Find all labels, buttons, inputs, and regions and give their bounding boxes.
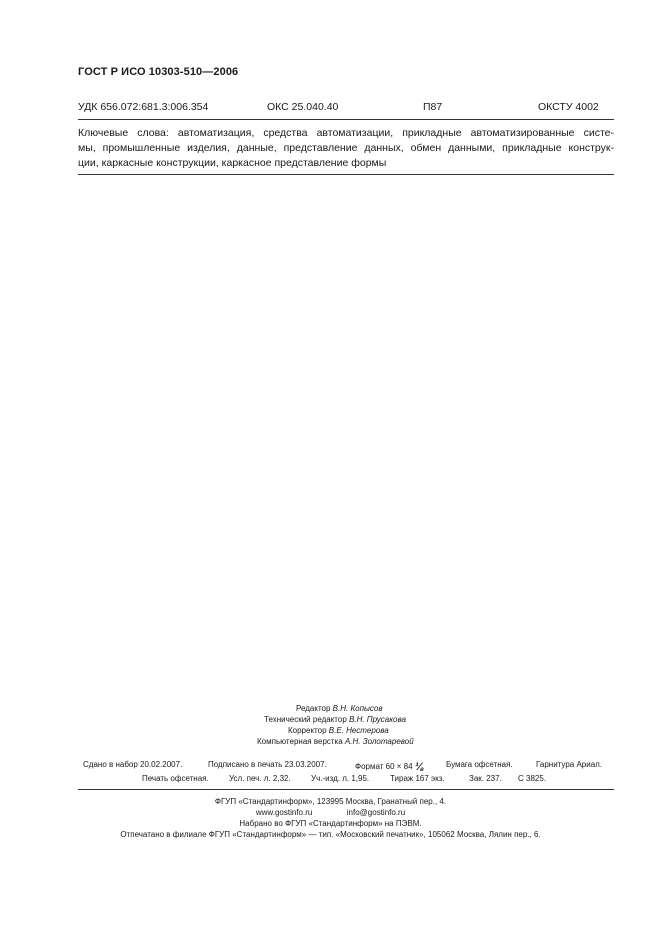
- corrector-credit: [288, 725, 389, 737]
- tech-editor-name: В.Н. Прусакова: [349, 715, 406, 724]
- publisher-address: ФГУП «Стандартинформ», 123995 Москва, Гранатный пер., 4.: [214, 797, 447, 806]
- divider-footer: [78, 789, 614, 790]
- layout-credit: [257, 736, 414, 748]
- classification-codes: [78, 101, 614, 115]
- layout-role: Компьютерная верстка: [257, 737, 343, 746]
- layout-name: А.Н. Золотаревой: [344, 737, 414, 746]
- typeset-note: Набрано во ФГУП «Стандартинформ» на ПЭВМ.: [239, 819, 422, 828]
- oks-code: ОКС 25.040.40: [267, 101, 339, 113]
- publisher-email[interactable]: info@gostinfo.ru: [346, 808, 406, 817]
- corrector-role: Корректор: [288, 726, 327, 735]
- publisher-website[interactable]: www.gostinfo.ru: [255, 808, 313, 817]
- editor-name: В.Н. Копысов: [332, 704, 383, 713]
- c-number: С 3825.: [518, 774, 547, 783]
- print-run: Тираж 167 экз.: [390, 774, 445, 783]
- keywords-line: мы, промышленные изделия, данные, представление данных, обмен данными, прикладные конструк-: [78, 142, 614, 154]
- tech-editor-role: Технический редактор: [264, 715, 347, 724]
- publishing-sheets: Уч.-изд. л. 1,95.: [311, 774, 370, 783]
- sent-to-typeset: Сдано в набор 20.02.2007.: [83, 760, 183, 769]
- format-prefix: Формат 60 × 84: [355, 762, 413, 771]
- keywords-line: ции, каркасные конструкции, каркасное представление формы: [78, 157, 387, 169]
- publisher-contacts: [0, 808, 661, 817]
- paper-type: Бумага офсетная.: [446, 760, 513, 769]
- order-number: Зак. 237.: [469, 774, 502, 783]
- keywords-block: [78, 126, 614, 171]
- p-code: П87: [423, 101, 443, 113]
- printed-note: Отпечатано в филиале ФГУП «Стандартинформ» — тип. «Московский печатник», 105062 Москва, Лялин пер., 6.: [120, 830, 541, 839]
- print-type: Печать офсетная.: [142, 774, 209, 783]
- format-fraction: ⅛: [414, 761, 424, 773]
- format: [355, 760, 424, 772]
- conventional-sheets: Усл. печ. л. 2,32.: [229, 774, 291, 783]
- editor-role: Редактор: [296, 704, 331, 713]
- font-name: Гарнитура Ариал.: [536, 760, 603, 769]
- okstu-code: ОКСТУ 4002: [538, 101, 599, 113]
- tech-editor-credit: [264, 714, 406, 726]
- keywords-line: Ключевые слова: автоматизация, средства автоматизации, прикладные автоматизированные систе-: [78, 127, 614, 139]
- document-title: ГОСТ Р ИСО 10303-510—2006: [78, 66, 239, 78]
- signed-to-print: Подписано в печать 23.03.2007.: [208, 760, 327, 769]
- corrector-name: В.Е. Нестерова: [328, 726, 389, 735]
- udk-code: УДК 656.072:681.3:006.354: [78, 101, 209, 113]
- divider-keywords: [78, 174, 614, 175]
- divider-top: [78, 119, 614, 120]
- editor-credit: [296, 703, 383, 715]
